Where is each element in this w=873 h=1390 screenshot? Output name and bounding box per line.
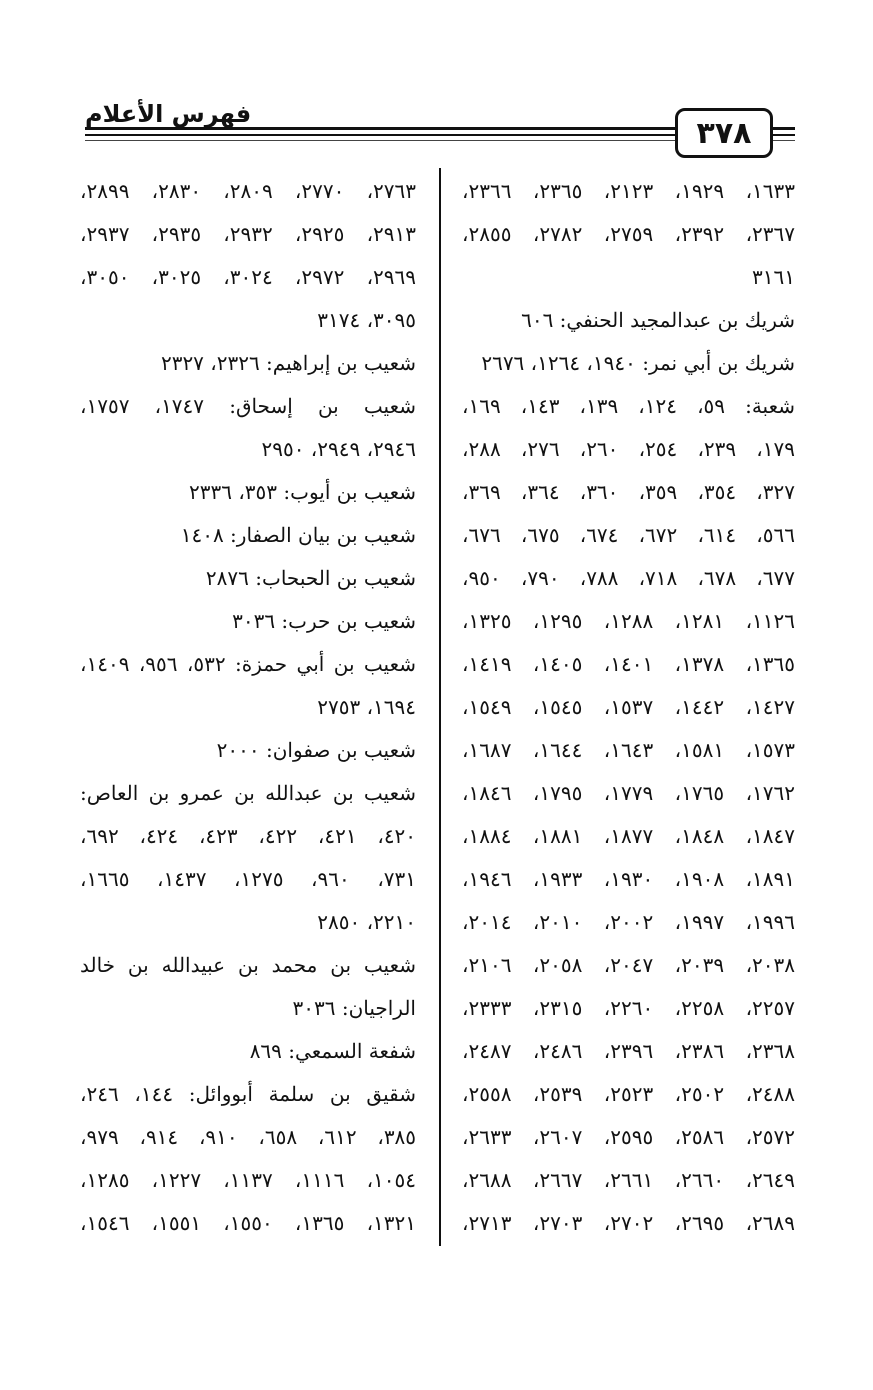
index-line: ٢٢٥٧، ٢٢٥٨، ٢٢٦٠، ٢٣١٥، ٢٣٣٣، [462, 996, 795, 1020]
index-entry: شفعة السمعي: ٨٦٩ [249, 1039, 416, 1063]
index-entry: شريك بن عبدالمجيد الحنفي: ٦٠٦ [521, 308, 795, 332]
index-entry: شقيق بن سلمة أبووائل: ١٤٤، ٢٤٦، [80, 1082, 416, 1106]
index-entry: شعيب بن صفوان: ٢٠٠٠ [216, 738, 416, 762]
index-line: ٢٣٦٨، ٢٣٨٦، ٢٣٩٦، ٢٤٨٦، ٢٤٨٧، [462, 1039, 795, 1063]
index-line: ١٩٩٦، ١٩٩٧، ٢٠٠٢، ٢٠١٠، ٢٠١٤، [462, 910, 795, 934]
index-line: ١٨٩١، ١٩٠٨، ١٩٣٠، ١٩٣٣، ١٩٤٦، [462, 867, 795, 891]
index-line: ٣٢٧، ٣٥٤، ٣٥٩، ٣٦٠، ٣٦٤، ٣٦٩، [462, 480, 795, 504]
index-line: ١٠٥٤، ١١١٦، ١١٣٧، ١٢٢٧، ١٢٨٥، [80, 1168, 416, 1192]
index-line: ١٧٩، ٢٣٩، ٢٥٤، ٢٦٠، ٢٧٦، ٢٨٨، [462, 437, 795, 461]
index-line: ١٨٤٧، ١٨٤٨، ١٨٧٧، ١٨٨١، ١٨٨٤، [462, 824, 795, 848]
index-line: ٢٦٤٩، ٢٦٦٠، ٢٦٦١، ٢٦٦٧، ٢٦٨٨، [462, 1168, 795, 1192]
index-line: ٢٦٨٩، ٢٦٩٥، ٢٧٠٢، ٢٧٠٣، ٢٧١٣، [462, 1211, 795, 1235]
index-line: ١٧٦٢، ١٧٦٥، ١٧٧٩، ١٧٩٥، ١٨٤٦، [462, 781, 795, 805]
index-line: ١١٢٦، ١٢٨١، ١٢٨٨، ١٢٩٥، ١٣٢٥، [462, 609, 795, 633]
index-line: ٢٩١٣، ٢٩٢٥، ٢٩٣٢، ٢٩٣٥، ٢٩٣٧، [80, 222, 416, 246]
index-entry: شعيب بن إسحاق: ١٧٤٧، ١٧٥٧، [80, 394, 416, 418]
section-title: فهرس الأعلام [85, 100, 252, 128]
index-line: ١٥٧٣، ١٥٨١، ١٦٤٣، ١٦٤٤، ١٦٨٧، [462, 738, 795, 762]
index-line: ٢٥٧٢، ٢٥٨٦، ٢٥٩٥، ٢٦٠٧، ٢٦٣٣، [462, 1125, 795, 1149]
index-line: ٦٧٧، ٦٧٨، ٧١٨، ٧٨٨، ٧٩٠، ٩٥٠، [462, 566, 795, 590]
index-line: ٢٧٦٣، ٢٧٧٠، ٢٨٠٩، ٢٨٣٠، ٢٨٩٩، [80, 179, 416, 203]
index-line: ٤٢٠، ٤٢١، ٤٢٢، ٤٢٣، ٤٢٤، ٦٩٢، [80, 824, 416, 848]
index-entry: شعيب بن إبراهيم: ٢٣٢٦، ٢٣٢٧ [160, 351, 416, 375]
page-number: ٣٧٨ [675, 108, 773, 158]
index-line: ١٦٣٣، ١٩٢٩، ٢١٢٣، ٢٣٦٥، ٢٣٦٦، [462, 179, 795, 203]
index-line: ٣١٦١ [752, 265, 795, 289]
index-line: ١٣٢١، ١٣٦٥، ١٥٥٠، ١٥٥١، ١٥٤٦، [80, 1211, 416, 1235]
page-header [0, 0, 873, 160]
index-line: ٢٤٨٨، ٢٥٠٢، ٢٥٢٣، ٢٥٣٩، ٢٥٥٨، [462, 1082, 795, 1106]
index-line: ٣٨٥، ٦١٢، ٦٥٨، ٩١٠، ٩١٤، ٩٧٩، [80, 1125, 416, 1149]
index-line: ٥٦٦، ٦١٤، ٦٧٢، ٦٧٤، ٦٧٥، ٦٧٦، [462, 523, 795, 547]
left-column [80, 170, 416, 1250]
index-line: ٢٩٤٦، ٢٩٤٩، ٢٩٥٠ [261, 437, 416, 461]
right-column [462, 170, 795, 1250]
index-line: ٢٠٣٨، ٢٠٣٩، ٢٠٤٧، ٢٠٥٨، ٢١٠٦، [462, 953, 795, 977]
index-line: ٣٠٩٥، ٣١٧٤ [317, 308, 416, 332]
index-line: ٧٣١، ٩٦٠، ١٢٧٥، ١٤٣٧، ١٦٦٥، [80, 867, 416, 891]
index-line: ١٦٩٤، ٢٧٥٣ [317, 695, 416, 719]
index-line: ١٤٢٧، ١٤٤٢، ١٥٣٧، ١٥٤٥، ١٥٤٩، [462, 695, 795, 719]
index-entry: شعيب بن عبدالله بن عمرو بن العاص: [80, 781, 416, 805]
index-entry: شعيب بن الحبحاب: ٢٨٧٦ [205, 566, 416, 590]
index-line: الراجيان: ٣٠٣٦ [292, 996, 416, 1020]
index-entry: شعبة: ٥٩، ١٢٤، ١٣٩، ١٤٣، ١٦٩، [462, 394, 795, 418]
index-line: ٢٩٦٩، ٢٩٧٢، ٣٠٢٤، ٣٠٢٥، ٣٠٥٠، [80, 265, 416, 289]
index-entry: شعيب بن أبي حمزة: ٥٣٢، ٩٥٦، ١٤٠٩، [80, 652, 416, 676]
index-entry: شعيب بن بيان الصفار: ١٤٠٨ [180, 523, 416, 547]
index-line: ٢٢١٠، ٢٨٥٠ [317, 910, 416, 934]
index-line: ٢٣٦٧، ٢٣٩٢، ٢٧٥٩، ٢٧٨٢، ٢٨٥٥، [462, 222, 795, 246]
index-entry: شعيب بن حرب: ٣٠٣٦ [232, 609, 416, 633]
column-divider [439, 168, 441, 1246]
index-entry: شعيب بن أيوب: ٣٥٣، ٢٣٣٦ [189, 480, 416, 504]
index-entry: شريك بن أبي نمر: ١٩٤٠، ١٢٦٤، ٢٦٧٦ [481, 351, 795, 375]
index-line: ١٣٦٥، ١٣٧٨، ١٤٠١، ١٤٠٥، ١٤١٩، [462, 652, 795, 676]
index-entry: شعيب بن محمد بن عبيدالله بن خالد [80, 953, 416, 977]
